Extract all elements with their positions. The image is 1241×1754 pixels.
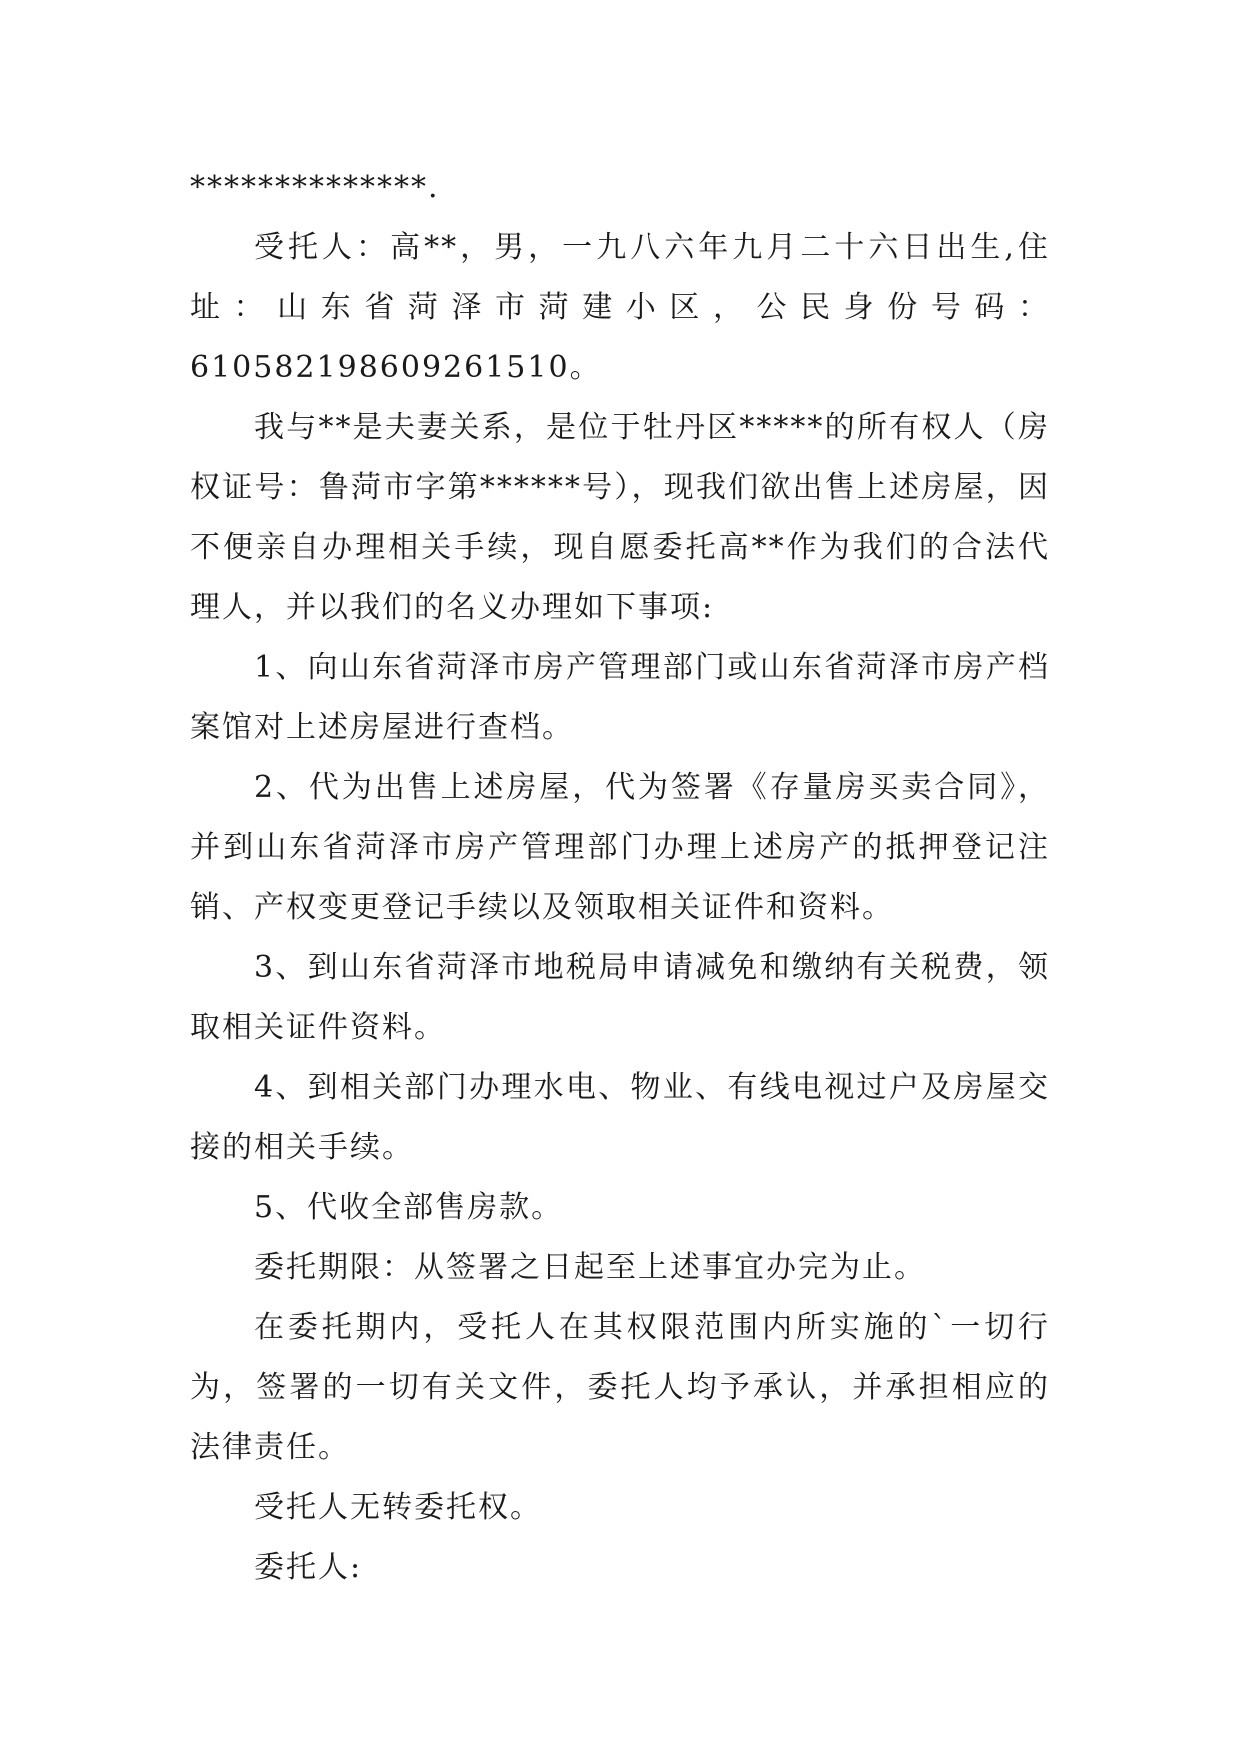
- document-body: [190, 158, 1050, 1598]
- masked-text-line: **************.: [190, 170, 440, 205]
- authorization-intro-paragraph: 我与**是夫妻关系，是位于牡丹区*****的所有权人（房权证号：鲁菏市字第******号），现我们欲出售上述房屋，因不便亲自办理相关手续，现自愿委托高**作为我们的合法代理人，并以我们的名义办理如下事项:: [190, 410, 1050, 625]
- authorized-item-3: 3、到山东省菏泽市地税局申请减免和缴纳有关税费，领取相关证件资料。: [190, 950, 1050, 1045]
- authorized-item-2: 2、代为出售上述房屋，代为签署《存量房买卖合同》，并到山东省菏泽市房产管理部门办理上述房产的抵押登记注销、产权变更登记手续以及领取相关证件和资料。: [190, 770, 1050, 925]
- authorized-item-5: 5、代收全部售房款。: [254, 1190, 564, 1225]
- authorized-item-4: 4、到相关部门办理水电、物业、有线电视过户及房屋交接的相关手续。: [190, 1070, 1050, 1165]
- responsibility-paragraph: 在委托期内，受托人在其权限范围内所实施的`一切行为，签署的一切有关文件，委托人均予承认，并承担相应的法律责任。: [190, 1310, 1050, 1465]
- no-subdelegation-paragraph: 受托人无转委托权。: [254, 1490, 542, 1525]
- principal-signature-label: 委托人:: [254, 1550, 363, 1585]
- authorized-item-1: 1、向山东省菏泽市房产管理部门或山东省菏泽市房产档案馆对上述房屋进行查档。: [190, 650, 1050, 745]
- agent-info-paragraph: 受托人：高**，男，一九八六年九月二十六日出生,住址：山东省菏泽市菏建小区，公民身份号码：610582198609261510。: [190, 230, 1050, 385]
- authorization-period-paragraph: 委托期限：从签署之日起至上述事宜办完为止。: [254, 1250, 926, 1285]
